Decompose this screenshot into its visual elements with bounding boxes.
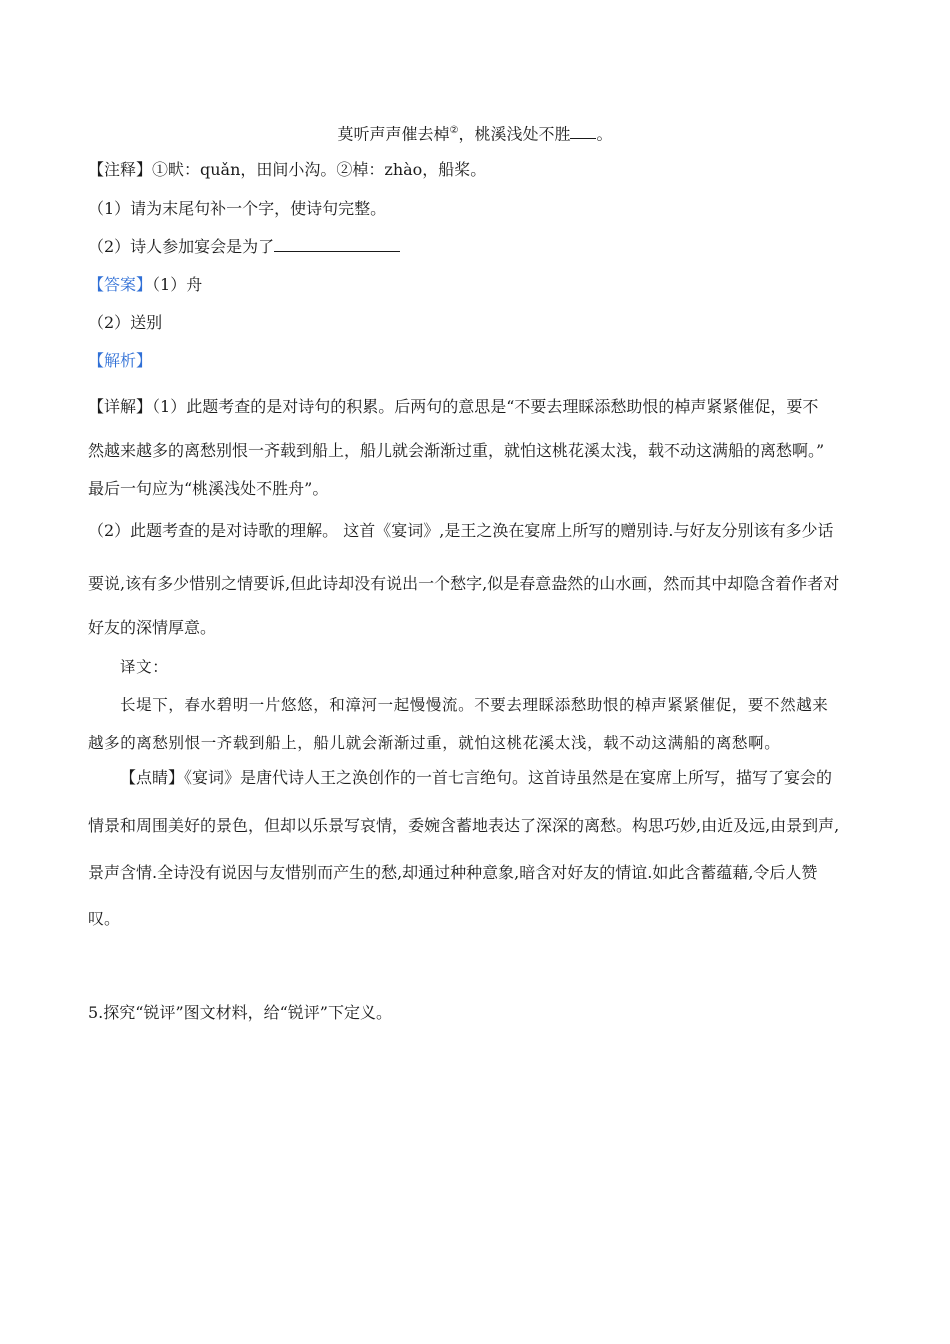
answer-line-1 xyxy=(88,274,202,296)
question-5: 5.探究“锐评”图文材料，给“锐评”下定义。 xyxy=(88,1003,392,1022)
translation-label: 译文： xyxy=(120,658,169,676)
translation-line-1: 长堤下，春水碧明一片悠悠，和漳河一起慢慢流。不要去理睬添愁助恨的棹声紧紧催促，要不然越来 xyxy=(120,696,829,714)
poem-line-end: 。 xyxy=(596,124,613,144)
poem-line xyxy=(0,120,950,145)
analysis-label: 【解析】 xyxy=(88,351,153,370)
question-2 xyxy=(88,236,400,258)
answer-label: 【答案】 xyxy=(88,275,153,294)
detail-label: 【详解】 xyxy=(88,397,153,416)
question-1: （1）请为末尾句补一个字，使诗句完整。 xyxy=(88,199,387,218)
translation-line-2: 越多的离愁别恨一齐载到船上，船儿就会渐渐过重，就怕这桃花溪太浅，载不动这满船的离愁啊。 xyxy=(88,734,781,752)
notes: 【注释】①畎：quǎn，田间小沟。②棹：zhào，船桨。 xyxy=(88,160,487,179)
question-2-blank xyxy=(274,237,400,252)
answer-1: （1）舟 xyxy=(152,275,203,294)
detail-p2-line-2: 要说,该有多少惜别之情要诉,但此诗却没有说出一个愁字,似是春意盎然的山水画，然而其中却隐含着作者对 xyxy=(88,574,840,593)
answer-2: （2）送别 xyxy=(88,313,163,332)
poem-blank xyxy=(570,124,596,139)
detail-p2-line-3: 好友的深情厚意。 xyxy=(88,618,217,637)
detail-text-1: （1）此题考查的是对诗句的积累。后两句的意思是“不要去理睬添愁助恨的棹声紧紧催促，要不 xyxy=(152,397,819,416)
poem-line-text: 莫听声声催去棹 xyxy=(337,124,450,144)
detail-line-1 xyxy=(88,396,818,418)
comment-line-1: 【点睛】《宴词》是唐代诗人王之涣创作的一首七言绝句。这首诗虽然是在宴席上所写，描写了宴会的 xyxy=(120,768,833,787)
poem-line-rest: ，桃溪浅处不胜 xyxy=(458,124,571,144)
detail-line-3: 最后一句应为“桃溪浅处不胜舟”。 xyxy=(88,479,329,498)
detail-p2-line-1: （2）此题考查的是对诗歌的理解。 这首《宴词》,是王之涣在宴席上所写的赠别诗.与好友分别该有多少话 xyxy=(88,521,834,540)
comment-line-4: 叹。 xyxy=(88,909,121,928)
comment-line-3: 景声含情.全诗没有说因与友惜别而产生的愁,却通过种种意象,暗含对好友的情谊.如此含蓄蕴藉,令后人赞 xyxy=(88,863,818,882)
question-2-text: （2）诗人参加宴会是为了 xyxy=(88,237,275,256)
comment-line-2: 情景和周围美好的景色，但却以乐景写哀情，委婉含蓄地表达了深深的离愁。构思巧妙,由近及远,由景到声, xyxy=(88,816,840,835)
poem-note-mark: ② xyxy=(449,125,459,136)
detail-line-2: 然越来越多的离愁别恨一齐载到船上，船儿就会渐渐过重，就怕这桃花溪太浅，载不动这满船的离愁啊。” xyxy=(88,441,825,460)
